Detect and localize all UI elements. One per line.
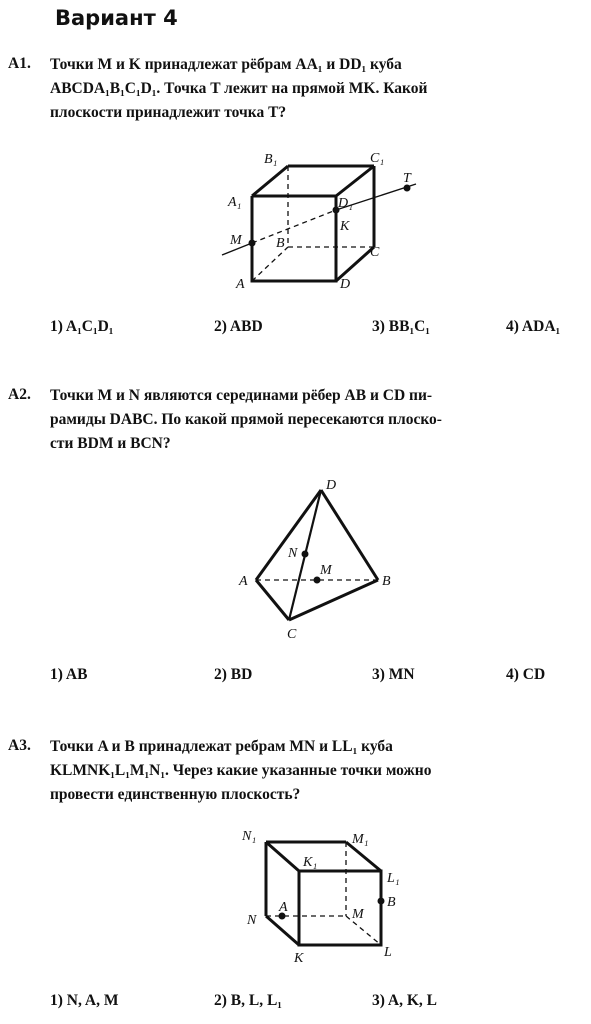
question-3-text	[50, 735, 578, 807]
label-b1: B₁	[264, 152, 278, 167]
figure-cube-1	[0, 140, 591, 300]
question-3-number: А3.	[8, 737, 31, 754]
question-1-option-4[interactable]: 4) ADA₁	[506, 318, 561, 335]
label-d: D	[326, 478, 337, 493]
label-n: N	[247, 913, 257, 928]
question-3-option-2[interactable]: 2) B, L, L₁	[214, 992, 282, 1009]
question-1-line-1: Точки M и K принадлежат рёбрам AA₁ и DD₁ куба	[50, 56, 402, 73]
label-m1: M₁	[352, 832, 369, 847]
label-k1: K₁	[303, 855, 318, 870]
question-2-line-3: сти BDM и BCN?	[50, 435, 171, 452]
label-d1: D₁	[338, 196, 353, 211]
question-1-line-3: плоскости принадлежит точка T?	[50, 104, 287, 121]
question-1-number: А1.	[8, 55, 31, 72]
label-c1: C₁	[370, 151, 385, 166]
question-2-text	[50, 384, 578, 456]
question-1-option-2[interactable]: 2) ABD	[214, 318, 263, 335]
label-l: L	[384, 945, 392, 960]
label-b: B	[387, 895, 396, 910]
question-1-line-2: ABCDA₁B₁C₁D₁. Точка T лежит на прямой MK. Какой	[50, 80, 428, 97]
figure-pyramid	[0, 470, 591, 645]
question-1-options	[50, 318, 580, 338]
question-2-number: А2.	[8, 386, 31, 403]
question-3-option-3[interactable]: 3) A, K, L	[372, 992, 438, 1009]
question-3-line-2: KLMNK₁L₁M₁N₁. Через какие указанные точки можно	[50, 762, 432, 779]
label-k: K	[340, 219, 350, 234]
point-n	[302, 551, 309, 558]
point-b	[378, 898, 385, 905]
label-a1: A₁	[228, 195, 242, 210]
label-c: C	[370, 245, 380, 260]
question-3-option-1[interactable]: 1) N, A, M	[50, 992, 119, 1009]
label-a: A	[279, 900, 288, 915]
label-a: A	[236, 277, 245, 292]
question-1-option-1[interactable]: 1) A₁C₁D₁	[50, 318, 114, 335]
question-1-text	[50, 53, 578, 125]
label-c: C	[287, 627, 297, 642]
label-t: T	[403, 171, 411, 186]
label-n1: N₁	[242, 829, 257, 844]
question-2-option-1[interactable]: 1) AB	[50, 666, 88, 683]
question-2-line-1: Точки M и N являются серединами рёбер AB и CD пи-	[50, 387, 433, 404]
label-b: B	[382, 574, 391, 589]
label-m: M	[320, 563, 332, 578]
label-n: N	[288, 546, 298, 561]
figure-cube-2	[0, 820, 591, 970]
label-m: M	[230, 233, 242, 248]
question-2-line-2: рамиды DABC. По какой прямой пересекаются плоско-	[50, 411, 442, 428]
label-d: D	[340, 277, 351, 292]
question-1-option-3[interactable]: 3) BB₁C₁	[372, 318, 430, 335]
question-2-option-2[interactable]: 2) BD	[214, 666, 253, 683]
question-3-options	[50, 992, 580, 1012]
label-k: K	[294, 951, 304, 966]
point-m	[249, 240, 256, 247]
question-3-line-3: провести единственную плоскость?	[50, 786, 301, 803]
label-l1: L₁	[387, 871, 400, 886]
question-2-option-3[interactable]: 3) MN	[372, 666, 415, 683]
label-b: B	[276, 236, 285, 251]
question-2-options	[50, 666, 580, 686]
question-3-line-1: Точки A и B принадлежат ребрам MN и LL₁ куба	[50, 738, 393, 755]
label-a: A	[239, 574, 248, 589]
question-2-option-4[interactable]: 4) CD	[506, 666, 546, 683]
page-title: Вариант 4	[55, 6, 178, 30]
label-m: M	[352, 907, 364, 922]
